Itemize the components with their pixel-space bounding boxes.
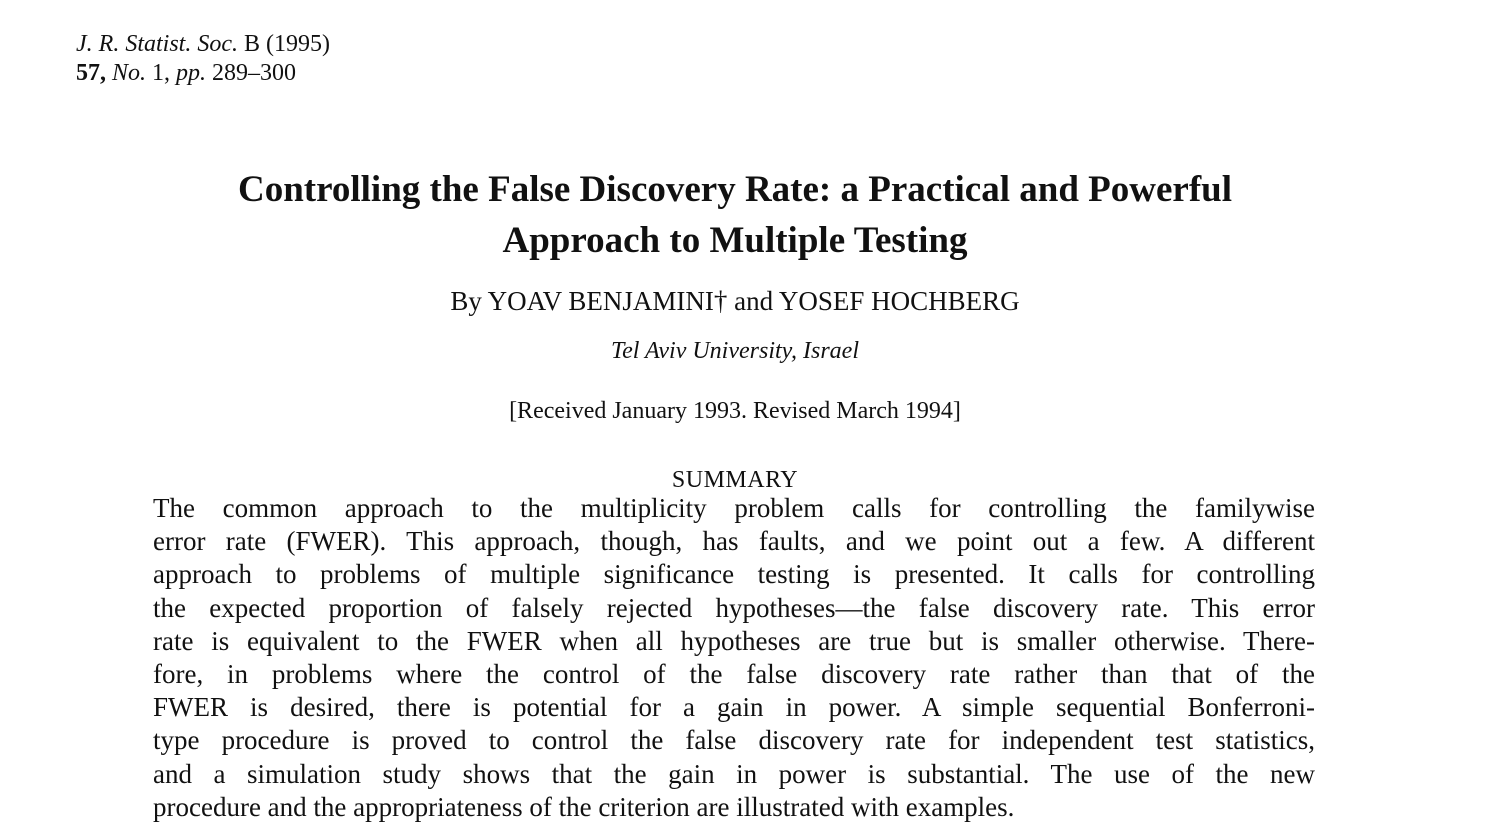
summary-line: procedure and the appropriateness of the criterion are illustrated with examples.: [153, 791, 1015, 822]
title-line-2: Approach to Multiple Testing: [502, 220, 968, 261]
issue-number: 1,: [152, 60, 171, 86]
summary-line: FWER is desired, there is potential for a gain in power. A simple sequential Bonferroni-: [153, 692, 1315, 723]
citation-line-1: [76, 30, 330, 59]
citation-line-2: [76, 59, 330, 88]
summary-line: approach to problems of multiple significance testing is presented. It calls for controlling: [153, 559, 1315, 590]
summary-line: type procedure is proved to control the false discovery rate for independent test statistics,: [153, 725, 1315, 756]
summary-heading: SUMMARY: [671, 467, 799, 493]
summary-line: and a simulation study shows that the gain in power is substantial. The use of the new: [153, 758, 1315, 789]
journal-series: B (1995): [243, 31, 330, 57]
author-affiliation: Tel Aviv University, Israel: [611, 338, 859, 364]
received-dates: [Received January 1993. Revised March 1994]: [509, 398, 961, 424]
paper-title: [0, 164, 1470, 266]
page-range: 289–300: [212, 60, 297, 86]
author-byline: By YOAV BENJAMINI† and YOSEF HOCHBERG: [450, 286, 1020, 316]
summary-line: error rate (FWER). This approach, though, has faults, and we point out a few. A different: [153, 526, 1315, 557]
summary-abstract: [153, 492, 1315, 824]
summary-line: rate is equivalent to the FWER when all hypotheses are true but is smaller otherwise. There-: [153, 625, 1315, 656]
journal-volume: 57,: [76, 60, 106, 86]
summary-line: fore, in problems where the control of the false discovery rate rather than that of the: [153, 658, 1315, 689]
pages-label: pp.: [176, 60, 207, 86]
issue-label: No.: [112, 60, 147, 86]
journal-name: J. R. Statist. Soc.: [76, 31, 238, 57]
summary-line: the expected proportion of falsely rejected hypotheses—the false discovery rate. This error: [153, 592, 1315, 623]
summary-line: The common approach to the multiplicity problem calls for controlling the familywise: [153, 493, 1315, 523]
title-line-1: Controlling the False Discovery Rate: a Practical and Powerful: [237, 169, 1232, 210]
journal-citation: [76, 30, 330, 88]
